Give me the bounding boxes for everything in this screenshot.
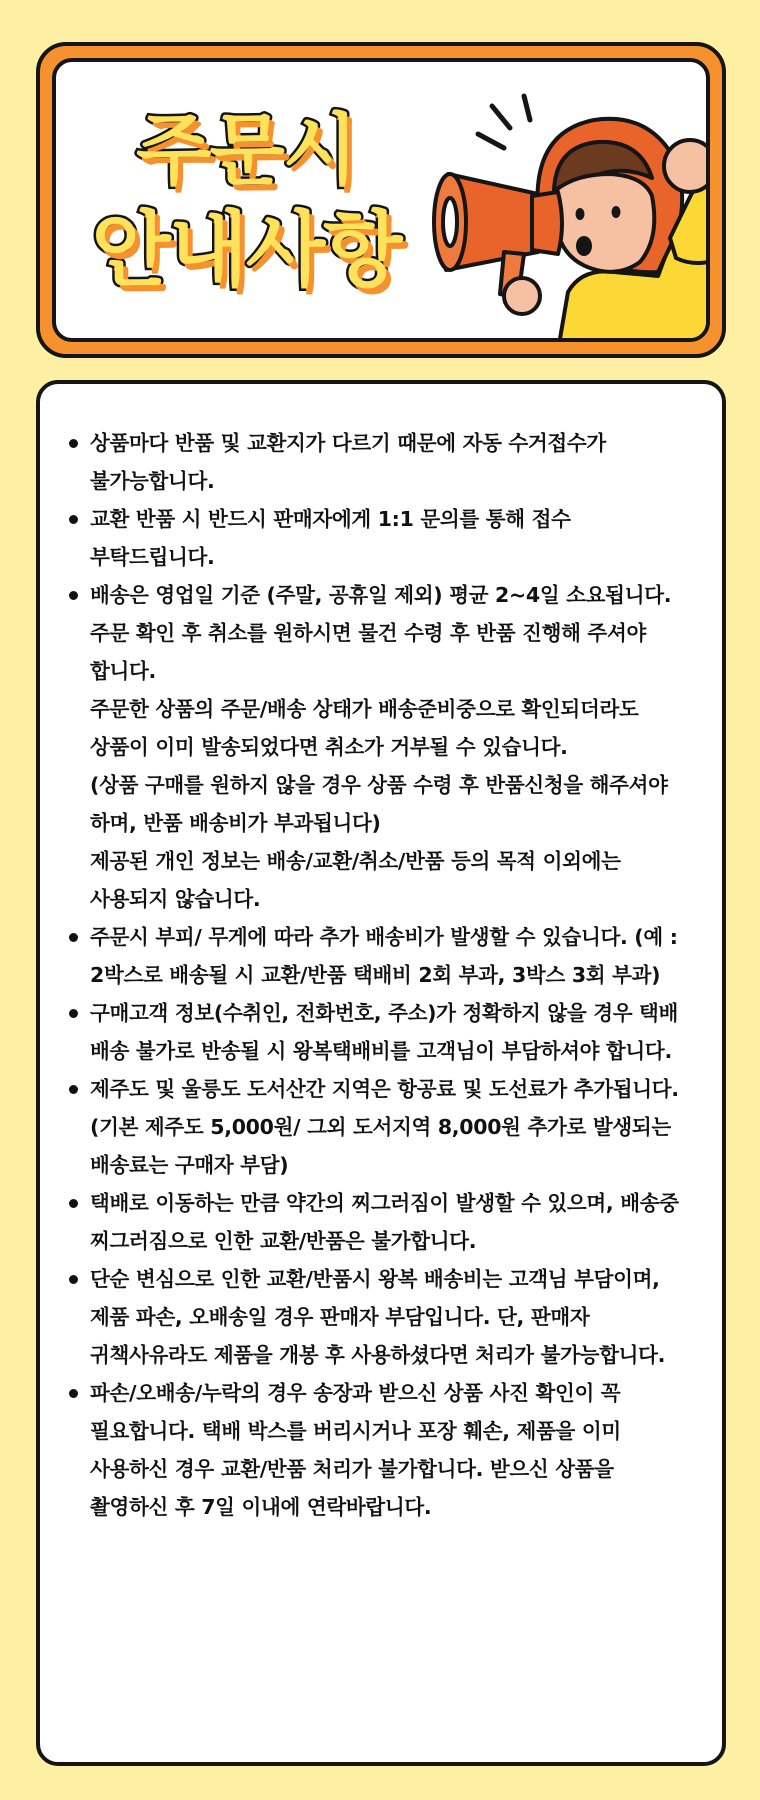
notice-item [66, 918, 694, 994]
notice-text: 택배로 이동하는 만큼 약간의 찌그러짐이 발생할 수 있으며, 배송중 찌그러짐으로 인한 교환/반품은 불가합니다. [90, 1191, 679, 1253]
page-title-line-1: 주문시 [135, 106, 357, 196]
notice-text: 배송은 영업일 기준 (주말, 공휴일 제외) 평균 2~4일 소요됩니다. [90, 583, 672, 607]
bullet-icon [69, 1085, 78, 1094]
notice-text: (상품 구매를 원하지 않을 경우 상품 수령 후 반품신청을 해주셔야 하며, 반품 배송비가 부과됩니다) [90, 773, 668, 835]
notice-item [66, 842, 694, 918]
notice-list [40, 384, 722, 1526]
notice-item [66, 994, 694, 1070]
bullet-icon [69, 515, 78, 524]
notice-text: 제공된 개인 정보는 배송/교환/취소/반품 등의 목적 이외에는 사용되지 않습니다. [90, 849, 621, 911]
bullet-icon [69, 591, 78, 600]
notice-item [66, 614, 694, 690]
megaphone-person-icon [426, 62, 710, 342]
notice-text: 주문한 상품의 주문/배송 상태가 배송준비중으로 확인되더라도 상품이 이미 발송되었다면 취소가 거부될 수 있습니다. [90, 697, 639, 759]
bullet-icon [69, 933, 78, 942]
bullet-icon [69, 1199, 78, 1208]
notice-item [66, 1260, 694, 1374]
bullet-icon [69, 1389, 78, 1398]
notice-text: 파손/오배송/누락의 경우 송장과 받으신 상품 사진 확인이 꼭 필요합니다. 택배 박스를 버리시거나 포장 훼손, 제품을 이미 사용하신 경우 교환/반품 처리가 불가합니다. 받으신 상품을 촬영하신 후 7일 이내에 연락바랍니다. [90, 1381, 621, 1519]
notice-box [36, 380, 726, 1766]
notice-text: 주문시 부피/ 무게에 따라 추가 배송비가 발생할 수 있습니다. (예 : 2박스로 배송될 시 교환/반품 택배비 2회 부과, 3박스 3회 부과) [90, 925, 678, 987]
notice-item [66, 766, 694, 842]
notice-item [66, 576, 694, 614]
notice-item [66, 1374, 694, 1526]
notice-text: 제주도 및 울릉도 도서산간 지역은 항공료 및 도선료가 추가됩니다. (기본 제주도 5,000원/ 그외 도서지역 8,000원 추가로 발생되는 배송료는 구매자 부담) [90, 1077, 679, 1177]
bullet-icon [69, 439, 78, 448]
bullet-icon [69, 1009, 78, 1018]
notice-item [66, 500, 694, 576]
notice-text: 교환 반품 시 반드시 판매자에게 1:1 문의를 통해 접수 부탁드립니다. [90, 507, 571, 569]
header-panel [52, 58, 710, 342]
page-title-line-2: 안내사항 [91, 203, 401, 298]
notice-text: 주문 확인 후 취소를 원하시면 물건 수령 후 반품 진행해 주셔야 합니다. [90, 621, 646, 683]
header-banner [36, 42, 726, 358]
notice-item [66, 424, 694, 500]
notice-text: 단순 변심으로 인한 교환/반품시 왕복 배송비는 고객님 부담이며, 제품 파손, 오배송일 경우 판매자 부담입니다. 단, 판매자 귀책사유라도 제품을 개봉 후 사용하셨다면 처리가 불가능합니다. [90, 1267, 666, 1367]
notice-item [66, 690, 694, 766]
bullet-icon [69, 1275, 78, 1284]
notice-text: 상품마다 반품 및 교환지가 다르기 때문에 자동 수거접수가 불가능합니다. [90, 431, 606, 493]
notice-text: 구매고객 정보(수취인, 전화번호, 주소)가 정확하지 않을 경우 택배 배송 불가로 반송될 시 왕복택배비를 고객님이 부담하셔야 합니다. [90, 1001, 679, 1063]
notice-item [66, 1184, 694, 1260]
notice-item [66, 1070, 694, 1184]
